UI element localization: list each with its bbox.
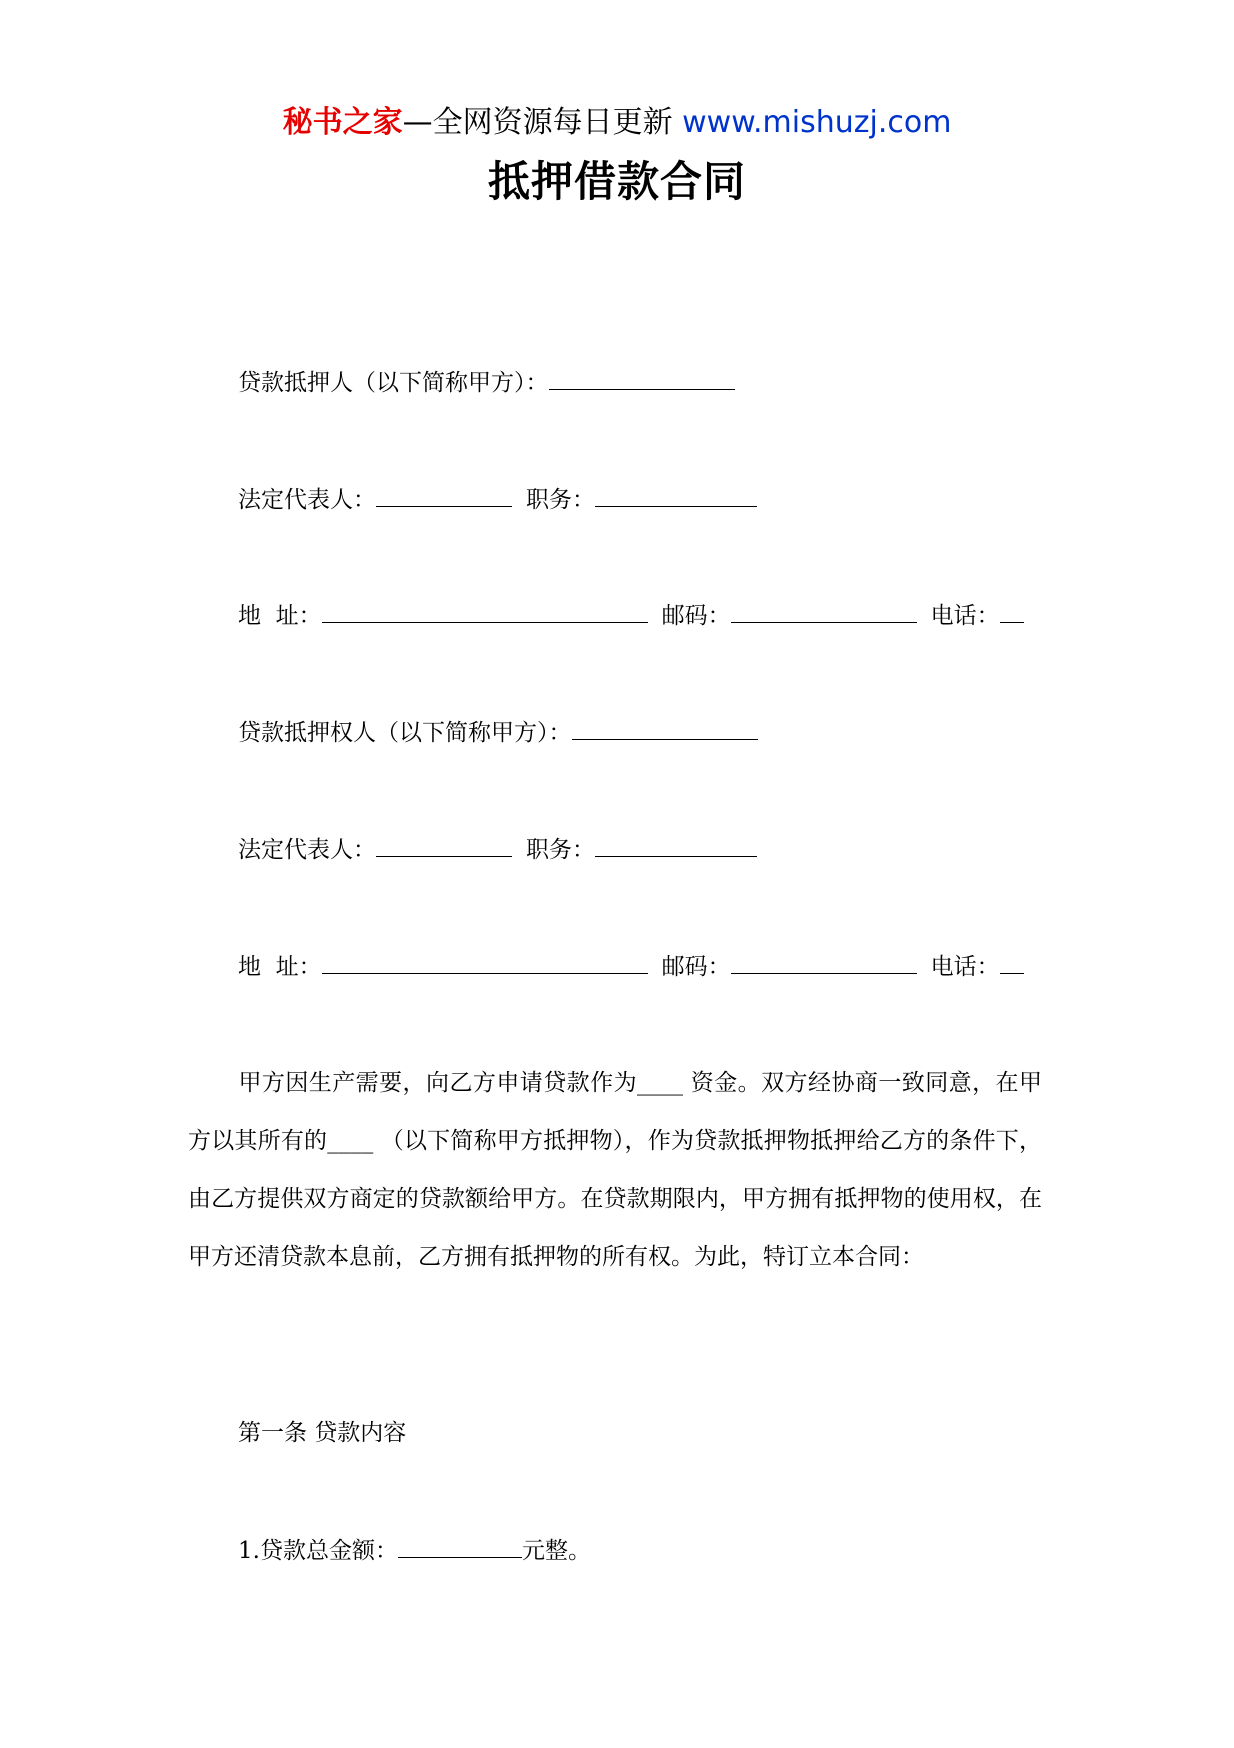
party-b-name-line [238, 717, 758, 748]
site-url-link[interactable]: www.mishuzj.com [682, 105, 952, 140]
party-b-name-field[interactable] [572, 717, 758, 740]
party-a-name-label: 贷款抵押人（以下简称甲方）： [238, 370, 549, 396]
party-b-position-field[interactable] [595, 834, 757, 857]
preamble-blank-2[interactable]: ____ [327, 1128, 374, 1154]
preamble-text-3: （以下简称甲方抵押物），作为贷款抵押物抵押给乙方的条件下，由乙方提供双方商定的贷款额给甲方。在贷款期限内，甲方拥有抵押物的使用权，在甲方还清贷款本息前，乙方拥有抵押物的所有权。为此，特订立本合同： [188, 1128, 1043, 1270]
party-a-address-line [238, 600, 1024, 631]
party-b-address-field[interactable] [322, 951, 648, 974]
party-b-rep-field[interactable] [376, 834, 512, 857]
loan-amount-label: 1.贷款总金额： [238, 1538, 398, 1564]
party-b-phone-label: 电话： [930, 954, 1000, 980]
party-b-name-label: 贷款抵押权人（以下简称甲方）： [238, 720, 572, 746]
party-b-rep-line [238, 834, 757, 865]
party-a-address-field[interactable] [322, 600, 648, 623]
brand-name: 秘书之家 [282, 105, 403, 140]
preamble-text-2: 资金。双方经协商一致同意，在甲方以其所有的 [188, 1070, 1043, 1154]
party-a-address-label: 地 址： [238, 603, 322, 629]
party-b-address-line [238, 951, 1024, 982]
preamble-blank-1[interactable]: ____ [637, 1070, 684, 1096]
site-header [0, 103, 1234, 143]
party-a-name-line [238, 367, 735, 398]
party-a-postcode-label: 邮码： [661, 603, 731, 629]
party-a-rep-label: 法定代表人： [238, 487, 376, 513]
party-b-address-label: 地 址： [238, 954, 322, 980]
party-b-postcode-label: 邮码： [661, 954, 731, 980]
party-b-postcode-field[interactable] [731, 951, 917, 974]
header-slogan: —全网资源每日更新 [402, 105, 673, 140]
loan-amount-field[interactable] [398, 1535, 522, 1558]
party-a-postcode-field[interactable] [731, 600, 917, 623]
article-1-heading: 第一条 贷款内容 [238, 1420, 407, 1446]
party-a-rep-field[interactable] [376, 484, 512, 507]
preamble-paragraph [188, 1054, 1042, 1286]
article-1-item-1 [238, 1535, 591, 1566]
party-a-position-label: 职务： [526, 487, 595, 513]
party-a-phone-field[interactable] [1000, 600, 1024, 623]
party-a-name-field[interactable] [549, 367, 735, 390]
party-b-rep-label: 法定代表人： [238, 837, 376, 863]
preamble-text-1: 甲方因生产需要，向乙方申请贷款作为 [238, 1070, 638, 1096]
party-b-phone-field[interactable] [1000, 951, 1024, 974]
party-a-position-field[interactable] [595, 484, 757, 507]
party-a-phone-label: 电话： [930, 603, 1000, 629]
party-a-rep-line [238, 484, 757, 515]
document-title: 抵押借款合同 [487, 157, 746, 206]
loan-amount-suffix: 元整。 [521, 1538, 591, 1564]
party-b-position-label: 职务： [526, 837, 595, 863]
